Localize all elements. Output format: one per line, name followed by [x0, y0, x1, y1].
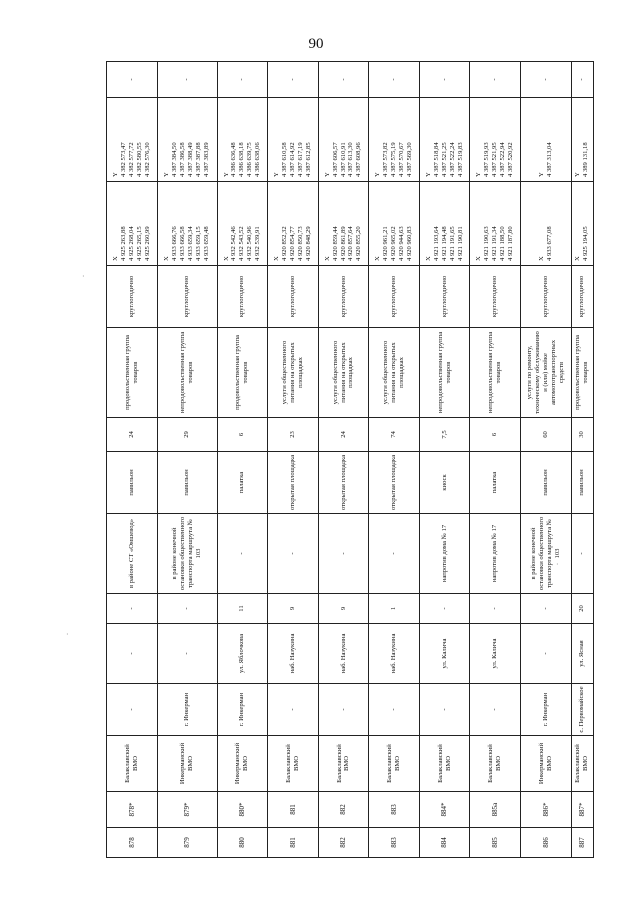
- cell-coord-y: Y 4 389 131,18: [571, 98, 593, 182]
- scan-speck: ·: [556, 560, 559, 569]
- cell-district: Балаклавский ВМО: [318, 736, 369, 792]
- rotated-table-container: [106, 62, 594, 858]
- cell-coord-y: Y 4 382 573,47 4 382 577,72 4 382 580,55 4 382 576,30: [107, 98, 158, 182]
- cell-landmark: в районе конечной остановки общественного транспорта маршрута № 103: [521, 514, 572, 594]
- table-body: [107, 62, 594, 858]
- cell-extra: -: [318, 62, 369, 98]
- cell-extra: -: [107, 62, 158, 98]
- scan-speck: ·: [66, 630, 69, 639]
- cell-row-number: 881: [268, 828, 319, 858]
- cell-street: наб. Назукина: [318, 624, 369, 684]
- cell-period: круглогодично: [369, 266, 420, 328]
- cell-object-type: открытая площадка: [268, 452, 319, 514]
- cell-coord-x: X 4 933 666,76 4 933 666,58 4 933 659,34 4 933 659,15 4 933 659,48: [157, 182, 217, 266]
- cell-settlement: -: [470, 684, 521, 736]
- cell-coord-y: Y 4 386 636,48 4 386 638,18 4 386 639,75 4 386 638,06: [217, 98, 268, 182]
- cell-house-number: 20: [571, 594, 593, 624]
- cell-specialization: услуги общественного питания на открытых площадках: [369, 328, 420, 418]
- cell-row-number: 882: [318, 828, 369, 858]
- cell-district: Балаклавский ВМО: [470, 736, 521, 792]
- cell-coord-y: Y 4 387 606,57 4 387 610,91 4 387 613,30 4 387 608,96: [318, 98, 369, 182]
- cell-period: круглогодично: [217, 266, 268, 328]
- kiosk-placement-table: [106, 61, 594, 858]
- cell-specialization: непродовольственная группа товаров: [157, 328, 217, 418]
- cell-coord-x: X 4 933 677,08: [521, 182, 572, 266]
- cell-object-type: павильон: [521, 452, 572, 514]
- cell-area: 6: [470, 418, 521, 452]
- cell-coord-y: Y 4 387 519,93 4 387 521,95 4 387 522,94 4 387 520,92: [470, 98, 521, 182]
- cell-object-type: открытая площадка: [318, 452, 369, 514]
- cell-district: Балаклавский ВМО: [268, 736, 319, 792]
- cell-row-number: 885: [470, 828, 521, 858]
- table-row: [369, 62, 420, 858]
- cell-extra: -: [470, 62, 521, 98]
- table-row: [318, 62, 369, 858]
- cell-street: наб. Назукина: [268, 624, 319, 684]
- cell-street: ул. Калича: [419, 624, 470, 684]
- cell-area: 30: [571, 418, 593, 452]
- cell-district: Балаклавский ВМО: [419, 736, 470, 792]
- cell-specialization: продовольственная группа товаров: [107, 328, 158, 418]
- cell-district: Балаклавский ВМО: [571, 736, 593, 792]
- cell-row-number: 884: [419, 828, 470, 858]
- cell-coord-x: X 4 920 859,44 4 920 861,89 4 920 857,64 4 920 855,20: [318, 182, 369, 266]
- cell-settlement: г. Инкерман: [521, 684, 572, 736]
- cell-landmark: -: [318, 514, 369, 594]
- cell-specialization: непродовольственная группа товаров: [470, 328, 521, 418]
- cell-extra: -: [157, 62, 217, 98]
- cell-district: Инкерманский ВМО: [521, 736, 572, 792]
- table-row: [571, 62, 593, 858]
- cell-street: -: [157, 624, 217, 684]
- cell-house-number: -: [521, 594, 572, 624]
- cell-specialization: продовольственная группа товаров: [571, 328, 593, 418]
- cell-street: -: [521, 624, 572, 684]
- cell-area: 24: [318, 418, 369, 452]
- cell-settlement: с. Первомайское: [571, 684, 593, 736]
- table-row: [419, 62, 470, 858]
- cell-extra: -: [521, 62, 572, 98]
- table-row: [217, 62, 268, 858]
- cell-extra: -: [571, 62, 593, 98]
- cell-house-number: -: [419, 594, 470, 624]
- cell-period: круглогодично: [157, 266, 217, 328]
- cell-area: 74: [369, 418, 420, 452]
- cell-extra: -: [217, 62, 268, 98]
- cell-street: ул. Калича: [470, 624, 521, 684]
- cell-extra: -: [419, 62, 470, 98]
- cell-object-type: павильон: [157, 452, 217, 514]
- cell-row-number: 886: [521, 828, 572, 858]
- cell-house-number: 9: [268, 594, 319, 624]
- cell-extra: -: [369, 62, 420, 98]
- cell-landmark: -: [217, 514, 268, 594]
- table-row: [107, 62, 158, 858]
- cell-period: круглогодично: [419, 266, 470, 328]
- cell-row-number: 878: [107, 828, 158, 858]
- cell-house-number: -: [157, 594, 217, 624]
- cell-object-type: открытая площадка: [369, 452, 420, 514]
- cell-street: ул. Ясная: [571, 624, 593, 684]
- cell-coord-y: Y 4 387 518,84 4 387 521,25 4 387 522,24 4 387 519,83: [419, 98, 470, 182]
- cell-row-number: 887: [571, 828, 593, 858]
- cell-landmark: -: [571, 514, 593, 594]
- cell-settlement: -: [318, 684, 369, 736]
- cell-specialization: продовольственная группа товаров: [217, 328, 268, 418]
- cell-coord-y: Y 4 387 610,58 4 387 614,92 4 387 617,19 4 387 612,85: [268, 98, 319, 182]
- cell-position-id: 885а: [470, 792, 521, 828]
- cell-area: 29: [157, 418, 217, 452]
- cell-period: круглогодично: [521, 266, 572, 328]
- cell-area: 60: [521, 418, 572, 452]
- page-number: 90: [308, 36, 324, 52]
- cell-position-id: 886*: [521, 792, 572, 828]
- cell-period: круглогодично: [107, 266, 158, 328]
- cell-position-id: 880*: [217, 792, 268, 828]
- cell-position-id: 887*: [571, 792, 593, 828]
- cell-coord-x: X 4 921 193,64 4 921 194,48 4 921 191,65 4 921 190,81: [419, 182, 470, 266]
- cell-landmark: -: [369, 514, 420, 594]
- cell-coord-x: X 4 925 263,88 4 925 268,04 4 925 265,15 4 925 260,99: [107, 182, 158, 266]
- cell-landmark: напротив дома № 17: [419, 514, 470, 594]
- cell-area: 23: [268, 418, 319, 452]
- cell-period: круглогодично: [571, 266, 593, 328]
- cell-coord-y: Y 4 387 384,50 4 387 386,58 4 387 388,49 4 387 387,88 4 387 383,89: [157, 98, 217, 182]
- table-row: [521, 62, 572, 858]
- scan-speck: ·: [82, 272, 85, 281]
- cell-position-id: 878*: [107, 792, 158, 828]
- table-row: [268, 62, 319, 858]
- cell-coord-x: X 4 925 194,05: [571, 182, 593, 266]
- cell-house-number: -: [107, 594, 158, 624]
- cell-settlement: -: [107, 684, 158, 736]
- cell-object-type: палатка: [470, 452, 521, 514]
- cell-settlement: г. Инкерман: [217, 684, 268, 736]
- cell-specialization: услуги по ремонту, техническому обслуживанию и (или) мойке автомототранспортных средств: [521, 328, 572, 418]
- table-row: [157, 62, 217, 858]
- cell-street: наб. Назукина: [369, 624, 420, 684]
- cell-object-type: палатка: [217, 452, 268, 514]
- cell-coord-x: X 4 920 852,32 4 920 854,77 4 920 850,73 4 920 848,29: [268, 182, 319, 266]
- cell-area: 7,5: [419, 418, 470, 452]
- cell-position-id: 881: [268, 792, 319, 828]
- cell-coord-x: X 4 920 961,21 4 920 965,02 4 920 944,63 4 920 960,83: [369, 182, 420, 266]
- cell-period: круглогодично: [470, 266, 521, 328]
- cell-settlement: -: [268, 684, 319, 736]
- cell-landmark: в районе конечной остановки общественного транспорта маршрута № 103: [157, 514, 217, 594]
- cell-street: ул. Яблочкова: [217, 624, 268, 684]
- cell-extra: -: [268, 62, 319, 98]
- cell-row-number: 879: [157, 828, 217, 858]
- cell-position-id: 884*: [419, 792, 470, 828]
- cell-settlement: -: [369, 684, 420, 736]
- cell-row-number: 880: [217, 828, 268, 858]
- cell-house-number: 9: [318, 594, 369, 624]
- cell-specialization: непродовольственная группа товаров: [419, 328, 470, 418]
- cell-district: Балаклавский ВМО: [107, 736, 158, 792]
- cell-coord-x: X 4 932 542,46 4 932 543,52 4 932 540,96 4 932 539,91: [217, 182, 268, 266]
- cell-coord-y: Y 4 387 573,82 4 387 575,19 4 387 570,67 4 387 569,30: [369, 98, 420, 182]
- cell-period: круглогодично: [268, 266, 319, 328]
- cell-area: 6: [217, 418, 268, 452]
- cell-object-type: павильон: [571, 452, 593, 514]
- cell-landmark: напротив дома № 17: [470, 514, 521, 594]
- cell-district: Балаклавский ВМО: [369, 736, 420, 792]
- cell-settlement: -: [419, 684, 470, 736]
- cell-coord-x: X 4 921 190,63 4 921 191,34 4 921 188,50 4 921 187,80: [470, 182, 521, 266]
- cell-object-type: павильон: [107, 452, 158, 514]
- cell-coord-y: Y 4 387 313,04: [521, 98, 572, 182]
- cell-district: Инкерманский ВМО: [157, 736, 217, 792]
- cell-district: Инкерманский ВМО: [217, 736, 268, 792]
- cell-position-id: 882: [318, 792, 369, 828]
- cell-house-number: -: [470, 594, 521, 624]
- cell-house-number: 11: [217, 594, 268, 624]
- table-row: [470, 62, 521, 858]
- cell-position-id: 883: [369, 792, 420, 828]
- cell-street: -: [107, 624, 158, 684]
- cell-object-type: киоск: [419, 452, 470, 514]
- cell-landmark: -: [268, 514, 319, 594]
- cell-specialization: услуги общественного питания на открытых площадках: [318, 328, 369, 418]
- cell-area: 24: [107, 418, 158, 452]
- cell-specialization: услуги общественного питания на открытых площадках: [268, 328, 319, 418]
- cell-landmark: в районе СТ «Омшевод»: [107, 514, 158, 594]
- cell-settlement: г. Инкерман: [157, 684, 217, 736]
- cell-position-id: 879*: [157, 792, 217, 828]
- cell-period: круглогодично: [318, 266, 369, 328]
- cell-house-number: 1: [369, 594, 420, 624]
- cell-row-number: 883: [369, 828, 420, 858]
